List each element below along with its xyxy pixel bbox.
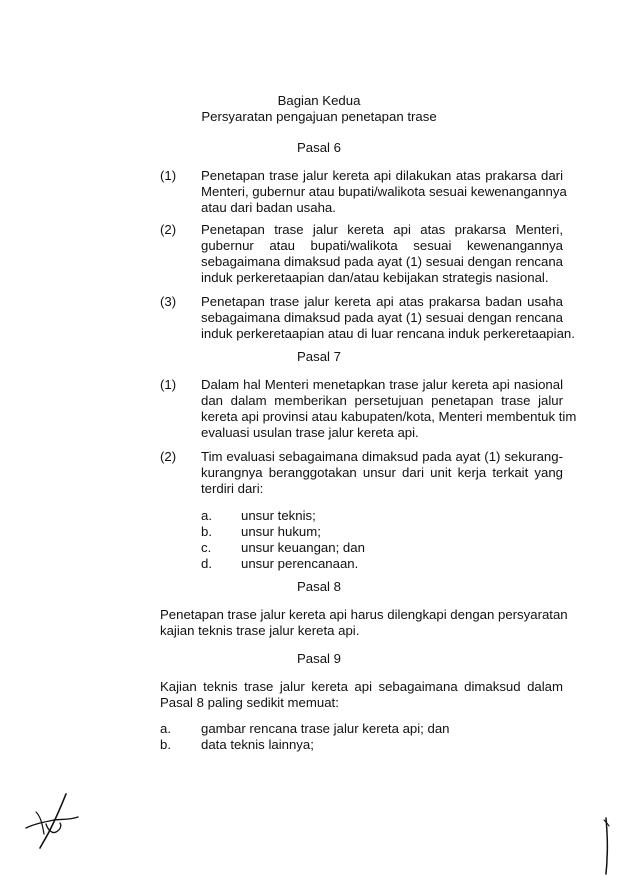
pasal-7-item-2-number: (2): [160, 449, 177, 464]
text-line: Penetapan trase jalur kereta api harus dilengkapi dengan persyaratan: [160, 607, 568, 622]
text-line: Penetapan trase jalur kereta api atas prakarsa badan usaha: [201, 294, 563, 309]
list-letter: d.: [201, 556, 212, 571]
text-line: Kajian teknis trase jalur kereta api sebagaimana dimaksud dalam: [160, 679, 563, 694]
pasal-7-item-2-text: [201, 449, 563, 497]
pasal-7-item-1-text: [201, 377, 577, 441]
list-letter: a.: [201, 508, 212, 523]
pasal-6-item-2-number: (2): [160, 222, 177, 237]
text-line: kereta api provinsi atau kabupaten/kota, Menteri membentuk tim: [201, 409, 577, 424]
list-letter: b.: [160, 737, 171, 752]
margin-mark-icon: [598, 816, 612, 876]
list-item: unsur hukum;: [241, 524, 321, 539]
pasal-7-item-1-number: (1): [160, 377, 177, 392]
text-line: sebagaimana dimaksud pada ayat (1) sesuai dengan rencana: [201, 310, 563, 325]
list-item: data teknis lainnya;: [201, 737, 314, 752]
text-line: atau dari badan usaha.: [201, 200, 336, 215]
section-part: Bagian Kedua: [277, 93, 361, 108]
text-line: kurangnya beranggotakan unsur dari unit kerja terkait yang: [201, 465, 563, 480]
text-line: dan dalam memberikan persetujuan penetapan trase jalur: [201, 393, 563, 408]
pasal-6-title: Pasal 6: [297, 140, 341, 155]
text-line: induk perkeretaapian atau di luar rencana induk perkeretaapian.: [201, 326, 575, 341]
pasal-6-item-2-text: [201, 222, 563, 286]
list-letter: a.: [160, 721, 171, 736]
text-line: Penetapan trase jalur kereta api dilakukan atas prakarsa dari: [201, 168, 563, 183]
list-item: gambar rencana trase jalur kereta api; dan: [201, 721, 450, 736]
text-line: Pasal 8 paling sedikit memuat:: [160, 695, 339, 710]
pasal-8-title: Pasal 8: [297, 579, 341, 594]
text-line: Dalam hal Menteri menetapkan trase jalur kereta api nasional: [201, 377, 563, 392]
section-title: Persyaratan pengajuan penetapan trase: [201, 109, 437, 124]
list-letter: c.: [201, 540, 212, 555]
initial-signature-icon: [22, 790, 84, 852]
pasal-9-text: [160, 679, 563, 711]
pasal-9-title: Pasal 9: [297, 651, 341, 666]
list-letter: b.: [201, 524, 212, 539]
text-line: gubernur atau bupati/walikota sesuai kewenangannya: [201, 238, 563, 253]
pasal-8-text: [160, 607, 568, 639]
pasal-6-item-3-number: (3): [160, 294, 177, 309]
text-line: Tim evaluasi sebagaimana dimaksud pada ayat (1) sekurang-: [201, 449, 563, 464]
list-item: unsur teknis;: [241, 508, 316, 523]
pasal-6-item-1-text: [201, 168, 567, 216]
list-item: unsur perencanaan.: [241, 556, 359, 571]
text-line: induk perkeretaapian dan/atau kebijakan strategis nasional.: [201, 270, 549, 285]
list-item: unsur keuangan; dan: [241, 540, 365, 555]
text-line: evaluasi usulan trase jalur kereta api.: [201, 425, 419, 440]
text-line: terdiri dari:: [201, 481, 264, 496]
text-line: kajian teknis trase jalur kereta api.: [160, 623, 360, 638]
pasal-7-title: Pasal 7: [297, 349, 341, 364]
text-line: Penetapan trase jalur kereta api atas prakarsa Menteri,: [201, 222, 563, 237]
pasal-6-item-1-number: (1): [160, 168, 177, 183]
text-line: Menteri, gubernur atau bupati/walikota sesuai kewenangannya: [201, 184, 567, 199]
text-line: sebagaimana dimaksud pada ayat (1) sesuai dengan rencana: [201, 254, 563, 269]
pasal-6-item-3-text: [201, 294, 575, 342]
